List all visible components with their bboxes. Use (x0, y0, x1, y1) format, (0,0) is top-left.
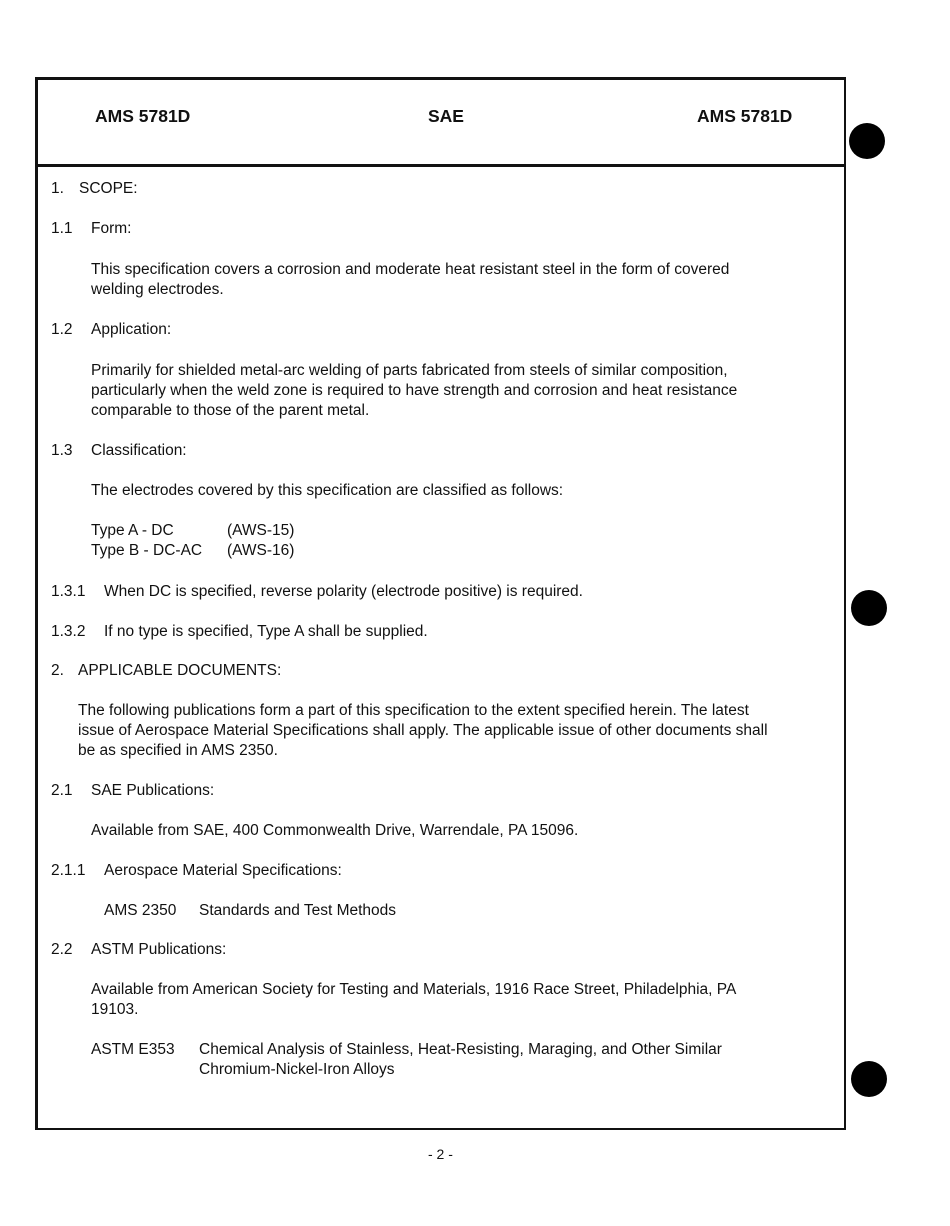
type-a-label: Type A - DC (91, 522, 174, 539)
astm-e353-code: ASTM E353 (91, 1041, 175, 1058)
section-1-2-line-1: Primarily for shielded metal-arc welding of parts fabricated from steels of similar composition, (91, 362, 728, 379)
section-2-1-number: 2.1 (51, 782, 73, 799)
section-2-number: 2. (51, 662, 64, 679)
ams-2350-desc: Standards and Test Methods (199, 902, 397, 919)
section-1-1-line-2: welding electrodes. (91, 281, 224, 298)
revision-marker-icon (849, 123, 885, 159)
type-a-aws: (AWS-15) (227, 522, 295, 539)
section-1-title: SCOPE: (79, 180, 138, 197)
section-2-line-3: be as specified in AMS 2350. (78, 742, 278, 759)
section-2-2-title: ASTM Publications: (91, 941, 227, 958)
header-org: SAE (428, 106, 464, 126)
section-1-number: 1. (51, 180, 64, 197)
revision-marker-icon (851, 590, 887, 626)
section-1-1-title: Form: (91, 220, 132, 237)
section-1-3-2-number: 1.3.2 (51, 623, 86, 640)
section-1-3-title: Classification: (91, 442, 187, 459)
section-1-3-number: 1.3 (51, 442, 73, 459)
section-1-3-1-text: When DC is specified, reverse polarity (electrode positive) is required. (104, 583, 583, 600)
section-2-2-number: 2.2 (51, 941, 73, 958)
section-1-1-number: 1.1 (51, 220, 73, 237)
type-b-aws: (AWS-16) (227, 542, 295, 559)
page-frame (35, 77, 846, 1130)
header-doc-id-right: AMS 5781D (697, 106, 793, 126)
section-1-1-line-1: This specification covers a corrosion and moderate heat resistant steel in the form of covered (91, 261, 730, 278)
page-header (38, 80, 844, 167)
section-1-2-number: 1.2 (51, 321, 73, 338)
section-1-3-1-number: 1.3.1 (51, 583, 86, 600)
section-1-2-line-2: particularly when the weld zone is required to have strength and corrosion and heat resistance (91, 382, 738, 399)
page-number: - 2 - (428, 1146, 453, 1162)
section-2-line-1: The following publications form a part of this specification to the extent specified herein. The latest (78, 702, 749, 719)
section-2-1-title: SAE Publications: (91, 782, 215, 799)
astm-e353-desc-1: Chemical Analysis of Stainless, Heat-Resisting, Maraging, and Other Similar (199, 1041, 722, 1058)
section-2-1-text: Available from SAE, 400 Commonwealth Drive, Warrendale, PA 15096. (91, 822, 579, 839)
header-doc-id-left: AMS 5781D (95, 106, 191, 126)
section-2-line-2: issue of Aerospace Material Specifications shall apply. The applicable issue of other documents shall (78, 722, 768, 739)
astm-e353-desc-2: Chromium-Nickel-Iron Alloys (199, 1061, 395, 1078)
section-1-3-intro: The electrodes covered by this specification are classified as follows: (91, 482, 564, 499)
section-1-2-title: Application: (91, 321, 172, 338)
section-2-2-line-1: Available from American Society for Testing and Materials, 1916 Race Street, Philadelphia, PA (91, 981, 737, 998)
section-2-title: APPLICABLE DOCUMENTS: (78, 662, 282, 679)
section-2-1-1-number: 2.1.1 (51, 862, 86, 879)
section-2-1-1-title: Aerospace Material Specifications: (104, 862, 342, 879)
revision-marker-icon (851, 1061, 887, 1097)
section-2-2-line-2: 19103. (91, 1001, 139, 1018)
section-1-2-line-3: comparable to those of the parent metal. (91, 402, 370, 419)
section-1-3-2-text: If no type is specified, Type A shall be supplied. (104, 623, 428, 640)
ams-2350-code: AMS 2350 (104, 902, 177, 919)
type-b-label: Type B - DC-AC (91, 542, 203, 559)
